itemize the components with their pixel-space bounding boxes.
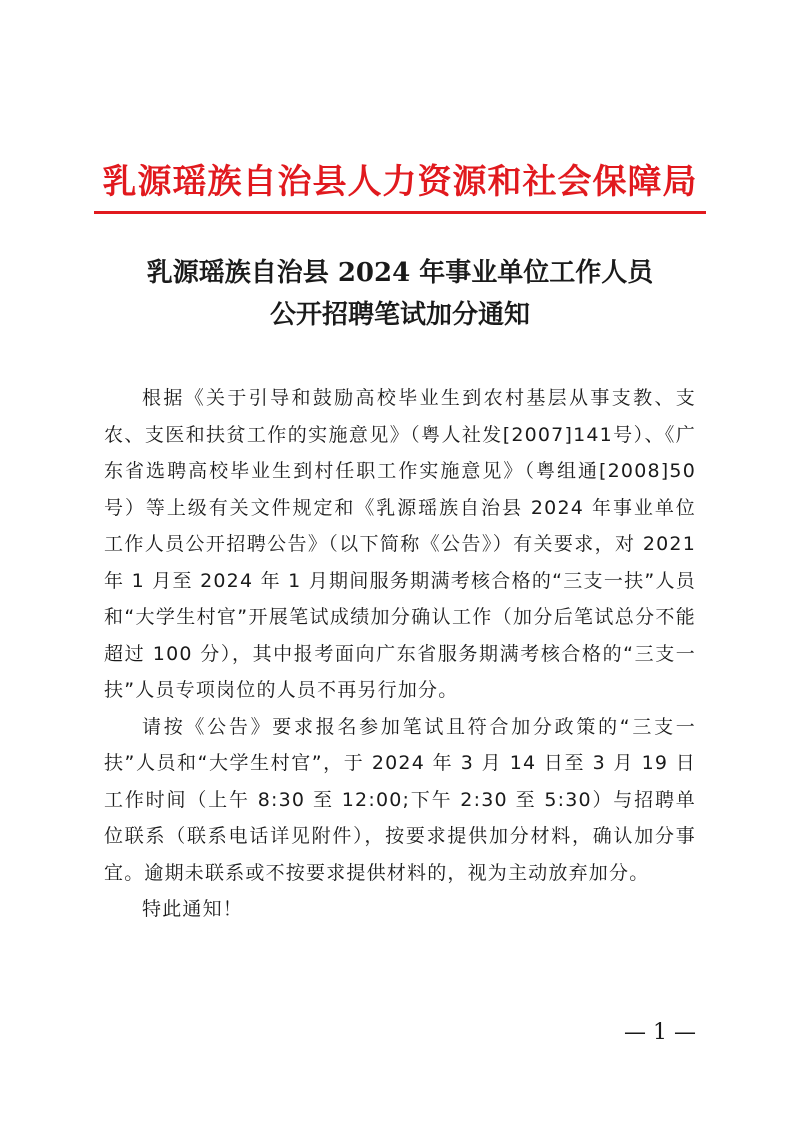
header-red-rule	[94, 211, 706, 214]
page-number: — 1 —	[624, 1020, 696, 1045]
document-body	[104, 380, 696, 928]
closing-remark: 特此通知！	[142, 898, 244, 920]
issuing-organization: 乳源瑶族自治县人力资源和社会保障局	[102, 162, 698, 202]
document-title-line-2: 公开招聘笔试加分通知	[269, 300, 530, 330]
body-paragraph-1: 根据《关于引导和鼓励高校毕业生到农村基层从事支教、支农、支医和扶贫工作的实施意见》（粤人社发[2007]141号）、《广东省选聘高校毕业生到村任职工作实施意见》（粤组通[2008]50号）等上级有关文件规定和《乳源瑶族自治县 2024 年事业单位工作人员公开招聘公告》（以下简称《公告》）有关要求，对 2021 年 1 月至 2024 年 1 月期间服务期满考核合格的“三支一扶”人员和“大学生村官”开展笔试成绩加分确认工作（加分后笔试总分不能超过 100 分），其中报考面向广东省服务期满考核合格的“三支一扶”人员专项岗位的人员不再另行加分。	[104, 387, 696, 701]
document-title	[0, 252, 800, 336]
document-title-line-1: 乳源瑶族自治县 2024 年事业单位工作人员	[146, 258, 654, 288]
body-paragraph-2: 请按《公告》要求报名参加笔试且符合加分政策的“三支一扶”人员和“大学生村官”，于 2024 年 3 月 14 日至 3 月 19 日工作时间（上午 8:30 至 12:00;下午 2:30 至 5:30）与招聘单位联系（联系电话详见附件），按要求提供加分材料，确认加分事宜。逾期未联系或不按要求提供材料的，视为主动放弃加分。	[104, 715, 696, 884]
